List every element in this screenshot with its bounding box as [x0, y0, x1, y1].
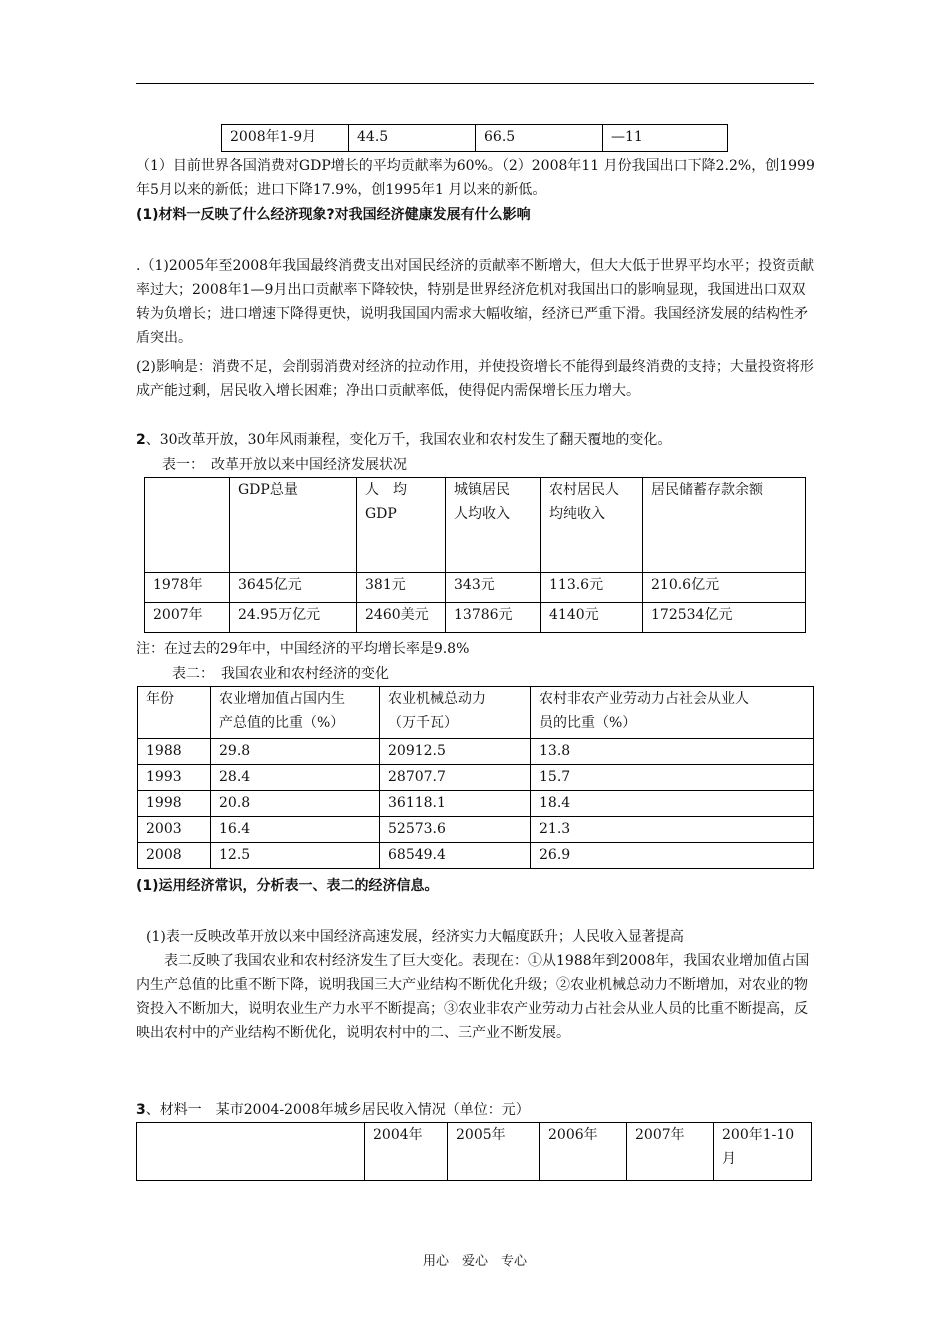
table-row — [138, 817, 814, 843]
q1-answer-2: (2)影响是：消费不足，会削弱消费对经济的拉动作用，并使投资增长不能得到最终消费的支持；大量投资将形成产能过剩，居民收入增长困难；净出口贡献率低，使得促内需保增长压力增大。 — [136, 359, 814, 399]
table-cell: 15.7 — [531, 765, 814, 791]
table-cell: 1988 — [138, 739, 211, 765]
table-header-cell: 城镇居民 人均收入 — [446, 478, 541, 573]
table-header-cell: 农村居民人 均纯收入 — [541, 478, 643, 573]
table2 — [137, 686, 814, 869]
table-cell: 2003 — [138, 817, 211, 843]
table-cell: 2008 — [138, 843, 211, 869]
q3-title — [136, 1098, 816, 1122]
q2-question: (1)运用经济常识，分析表一、表二的经济信息。 — [136, 878, 439, 894]
q2-answer-1: (1)表一反映改革开放以来中国经济高速发展，经济实力大幅度跃升；人民收入显著提高 — [146, 929, 684, 945]
table-cell: 68549.4 — [380, 843, 531, 869]
table-cell: 1978年 — [145, 573, 230, 603]
table3 — [136, 1122, 812, 1181]
table-cell: 44.5 — [349, 125, 476, 152]
table-row — [145, 573, 806, 603]
table-cell: 343元 — [446, 573, 541, 603]
table-cell: 29.8 — [211, 739, 380, 765]
table-row — [145, 603, 806, 633]
q3-number: 3 — [136, 1102, 146, 1118]
table-cell: 28707.7 — [380, 765, 531, 791]
table-cell: 113.6元 — [541, 573, 643, 603]
table-cell: 20.8 — [211, 791, 380, 817]
table-header-cell: 居民储蓄存款余额 — [643, 478, 806, 573]
table-cell: 1993 — [138, 765, 211, 791]
table-cell: 2008年1-9月 — [222, 125, 349, 152]
table-header-cell: 农业机械总动力 （万千瓦） — [380, 687, 531, 739]
table-cell: 24.95万亿元 — [230, 603, 357, 633]
q3-title-text: 、材料一 某市2004-2008年城乡居民收入情况（单位：元） — [145, 1102, 530, 1118]
table-row — [138, 765, 814, 791]
table-header-cell: 2005年 — [448, 1123, 540, 1181]
table-row — [138, 687, 814, 739]
table-cell: 12.5 — [211, 843, 380, 869]
table-cell: 18.4 — [531, 791, 814, 817]
table-cell: 13.8 — [531, 739, 814, 765]
q2-number: 2 — [136, 432, 146, 448]
table-cell: 16.4 — [211, 817, 380, 843]
table-cell: —11 — [603, 125, 728, 152]
table-cell: 210.6亿元 — [643, 573, 806, 603]
page-footer: 用心 爱心 专心 — [422, 1254, 527, 1269]
q2-intro — [136, 428, 816, 452]
table-header-cell: 农村非农产业劳动力占社会从业人 员的比重（%） — [531, 687, 814, 739]
table-header-cell: 2004年 — [365, 1123, 448, 1181]
table1-note: 注：在过去的29年中，中国经济的平均增长率是9.8% — [136, 641, 470, 657]
table-cell: 1998 — [138, 791, 211, 817]
table-cell: 4140元 — [541, 603, 643, 633]
table-row — [138, 843, 814, 869]
table-cell: 26.9 — [531, 843, 814, 869]
table1-title: 表一： 改革开放以来中国经济发展状况 — [162, 457, 407, 473]
top-table — [221, 124, 728, 152]
table-cell: 381元 — [357, 573, 446, 603]
table-cell: 28.4 — [211, 765, 380, 791]
table-header-cell: 200年1-10 月 — [714, 1123, 812, 1181]
table1 — [144, 477, 806, 633]
table-row — [137, 1123, 812, 1181]
q1-notes: （1）目前世界各国消费对GDP增长的平均贡献率为60%。（2）2008年11 月份我国出口下降2.2%，创1999 年5月以来的新低；进口下降17.9%，创1995年1 月以来的新低。 — [136, 158, 815, 198]
table-header-cell: 年份 — [138, 687, 211, 739]
table-cell: 3645亿元 — [230, 573, 357, 603]
header-rule — [136, 83, 814, 84]
table-header-cell: 2007年 — [627, 1123, 714, 1181]
q1-answer-1: .（1)2005年至2008年我国最终消费支出对国民经济的贡献率不断增大，但大大低于世界平均水平；投资贡献率过大；2008年1—9月出口贡献率下降较快，特别是世界经济危机对我国出口的影响显现，我国进出口双双转为负增长；进口增速下降得更快，说明我国国内需求大幅收缩，经济已严重下滑。我国经济发展的结构性矛盾突出。 — [136, 258, 815, 346]
table2-title: 表二： 我国农业和农村经济的变化 — [172, 666, 389, 682]
table-row — [145, 478, 806, 573]
table-cell: 13786元 — [446, 603, 541, 633]
table-cell: 36118.1 — [380, 791, 531, 817]
table-header-cell: 农业增加值占国内生 产总值的比重（%） — [211, 687, 380, 739]
table-cell: 2007年 — [145, 603, 230, 633]
table-row — [138, 791, 814, 817]
table-cell: 20912.5 — [380, 739, 531, 765]
table-row — [138, 739, 814, 765]
table-cell: 2460美元 — [357, 603, 446, 633]
q1-question: (1)材料一反映了什么经济现象?对我国经济健康发展有什么影响 — [136, 207, 531, 223]
table-cell: 172534亿元 — [643, 603, 806, 633]
table-cell: 21.3 — [531, 817, 814, 843]
table-header-cell: 2006年 — [540, 1123, 627, 1181]
table-cell: 66.5 — [476, 125, 603, 152]
table-header-cell: 人 均 GDP — [357, 478, 446, 573]
q2-answer-2: 表二反映了我国农业和农村经济发生了巨大变化。表现在：①从1988年到2008年，我国农业增加值占国内生产总值的比重不断下降，说明我国三大产业结构不断优化升级；②农业机械总动力不断增加，对农业的物资投入不断加大，说明农业生产力水平不断提高；③农业非农产业劳动力占社会从业人员的比重不断提高，反映出农村中的产业结构不断优化，说明农村中的二、三产业不断发展。 — [136, 953, 810, 1041]
table-cell: 52573.6 — [380, 817, 531, 843]
table-header-cell: GDP总量 — [230, 478, 357, 573]
table-header-cell — [137, 1123, 365, 1181]
table-header-cell — [145, 478, 230, 573]
table-row — [222, 125, 728, 152]
q2-intro-text: 、30改革开放，30年风雨兼程，变化万千，我国农业和农村发生了翻天覆地的变化。 — [145, 432, 672, 448]
